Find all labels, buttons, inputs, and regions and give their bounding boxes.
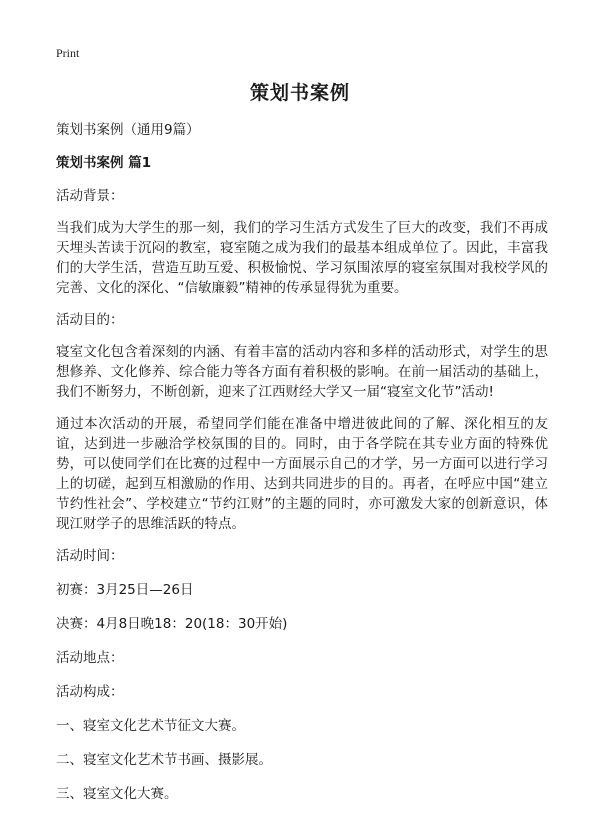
paragraph-background: 当我们成为大学生的那一刻，我们的学习生活方式发生了巨大的改变，我们不再成天埋头苦读于沉闷的教室，寝室随之成为我们的最基本组成单位了。因此，丰富我们的大学生活，营造互助互爱、积极愉悦、学习氛围浓厚的寝室氛围对我校学风的完善、文化的深化、“信敏廉毅”精神的传承显得犹为重要。: [56, 220, 548, 296]
final-time: 决赛：4月8日晚18：20(18：30开始): [56, 616, 288, 632]
document-title: 策划书案例: [249, 82, 350, 104]
print-label: Print: [56, 46, 80, 60]
label-time: 活动时间：: [56, 548, 124, 564]
list-item: 一、寝室文化艺术节征文大赛。: [56, 718, 245, 734]
label-background: 活动背景：: [56, 188, 124, 204]
preliminary-time: 初赛：3月25日—26日: [56, 582, 194, 598]
document-body: [56, 120, 548, 818]
document-subtitle: 策划书案例（通用9篇）: [56, 122, 200, 138]
section-heading: 策划书案例 篇1: [56, 155, 152, 171]
list-item: 二、寝室文化艺术节书画、摄影展。: [56, 752, 272, 768]
label-structure: 活动构成：: [56, 684, 124, 700]
label-location: 活动地点：: [56, 650, 124, 666]
paragraph-purpose-1: 寝室文化包含着深刻的内涵、有着丰富的活动内容和多样的活动形式，对学生的思想修养、文化修养、综合能力等各方面有着积极的影响。在前一届活动的基础上，我们不断努力，不断创新，迎来了江西财经大学又一届“寝室文化节”活动!: [56, 344, 548, 400]
list-item: 三、寝室文化大赛。: [56, 786, 178, 802]
paragraph-purpose-2: 通过本次活动的开展，希望同学们能在准备中增进彼此间的了解、深化相互的友谊，达到进一步融洽学校氛围的目的。同时，由于各学院在其专业方面的特殊优势，可以使同学们在比赛的过程中一方面展示自己的才学，另一方面可以进行学习上的切磋，起到互相激励的作用、达到共同进步的目的。再者，在呼应中国“建立节约性社会”、学校建立“节约江财”的主题的同时，亦可激发大家的创新意识，体现江财学子的思维活跃的特点。: [56, 416, 548, 532]
label-purpose: 活动目的：: [56, 312, 124, 328]
